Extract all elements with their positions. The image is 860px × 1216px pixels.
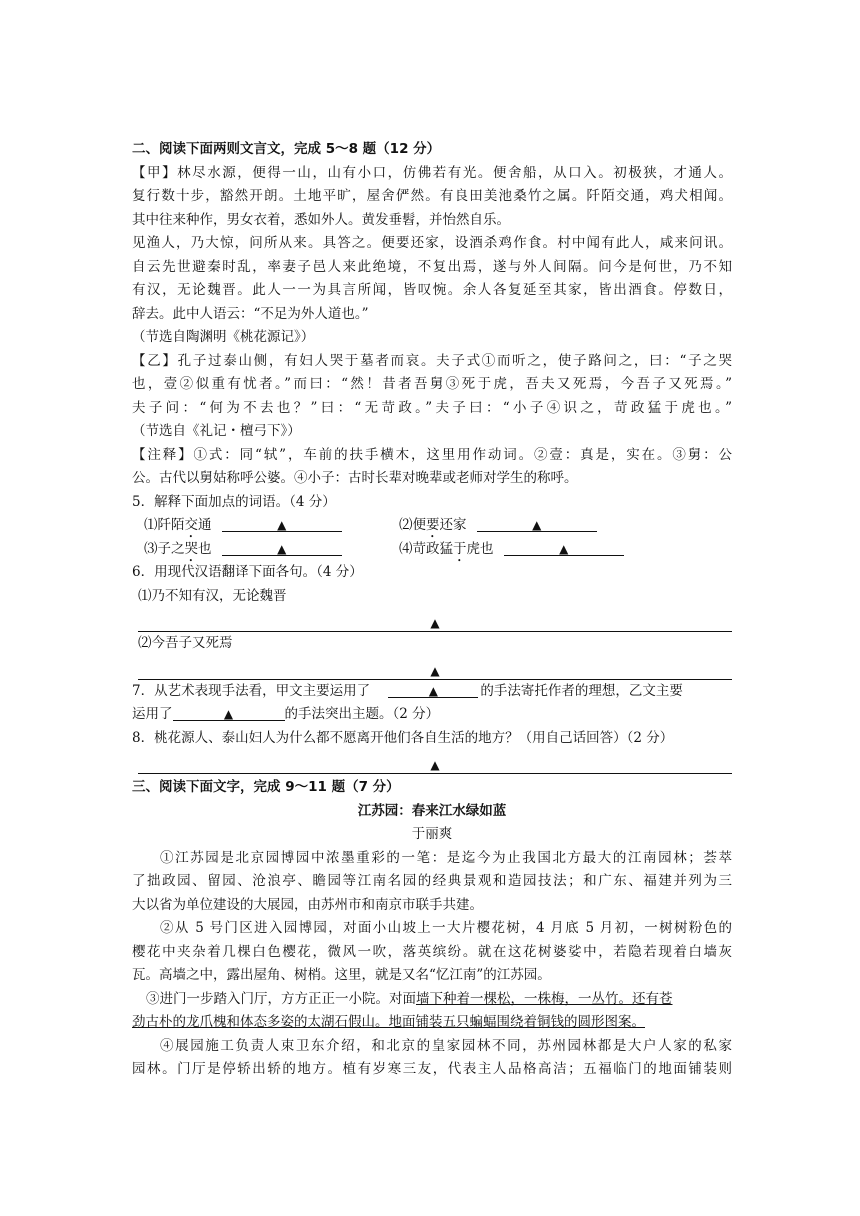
answer-line[interactable] bbox=[138, 656, 732, 680]
triangle-marker-icon: ▲ bbox=[223, 707, 234, 721]
text-line: ③进门一步踏入门厅，方方正正一小院。对面墙下种着一棵松，一株梅，一丛竹。还有苍 bbox=[146, 990, 673, 1007]
text-line: 夫子问：“何为不去也？”曰：“无苛政。”夫子曰：“小子④识之，苛政猛于虎也。” bbox=[132, 399, 732, 416]
annotations bbox=[132, 444, 732, 491]
answer-line[interactable] bbox=[138, 750, 732, 774]
answer-blank[interactable] bbox=[388, 683, 478, 698]
triangle-marker-icon: ▲ bbox=[559, 541, 569, 556]
question-stem: 6．用现代汉语翻译下面各句。（4 分） bbox=[132, 564, 363, 580]
text-line bbox=[132, 1011, 732, 1035]
answer-blank[interactable] bbox=[222, 517, 342, 532]
annotation-line: 【注释】①式：同“轼”，车前的扶手横木，这里用作动词。②壹：真是，实在。③舅：公 bbox=[132, 446, 732, 463]
triangle-marker-icon: ▲ bbox=[430, 663, 440, 678]
q5-item: ⑷苛政猛于虎也 ▲ bbox=[399, 538, 654, 562]
q7-line-1: 7．从艺术表现手法看，甲文主要运用了 ▲ 的手法寄托作者的理想，乙文主要 bbox=[132, 682, 683, 699]
answer-blank[interactable] bbox=[222, 541, 342, 556]
paragraph-4 bbox=[132, 1035, 732, 1082]
q5-row bbox=[132, 514, 732, 538]
text-line: 樱花中夹杂着几棵白色樱花，微风一吹，落英缤纷。就在这花树婆娑中，若隐若现着白墙灰 bbox=[132, 943, 732, 960]
text-line: 见渔人，乃大惊，问所从来。具答之。便要还家，设酒杀鸡作食。村中闻有此人，咸来问讯。 bbox=[132, 235, 732, 251]
exam-page bbox=[132, 138, 732, 1082]
annotation-line: 公。古代以舅姑称呼公婆。④小子：古时长辈对晚辈或老师对学生的称呼。 bbox=[132, 470, 578, 486]
text-line: 【乙】孔子过泰山侧，有妇人哭于墓者而哀。夫子式①而听之，使子路问之，曰：“子之哭 bbox=[132, 352, 732, 369]
paragraph-2 bbox=[132, 917, 732, 988]
text-line: 了拙政园、留园、沧浪亭、瞻园等江南名园的经典景观和造园技法；和广东、福建并列为三 bbox=[132, 873, 732, 889]
triangle-marker-icon: ▲ bbox=[277, 518, 287, 532]
source-note: （节选自陶渊明《桃花源记》） bbox=[132, 329, 315, 345]
answer-blank[interactable] bbox=[477, 517, 597, 532]
text-line: 【甲】林尽水源，便得一山，山有小口，仿佛若有光。便舍船，从口入。初极狭，才通人。 bbox=[132, 164, 732, 181]
text-line: ④展园施工负责人束卫东介绍，和北京的皇家园林不同，苏州园林都是大户人家的私家 bbox=[160, 1037, 732, 1054]
triangle-marker-icon: ▲ bbox=[430, 758, 440, 772]
triangle-marker-icon: ▲ bbox=[532, 518, 542, 532]
question-6 bbox=[132, 561, 732, 680]
answer-blank[interactable] bbox=[504, 541, 624, 556]
question-8 bbox=[132, 727, 732, 775]
text-line: 有汉，无论魏晋。此人一一为具言所闻，皆叹惋。余人各复延至其家，皆出酒食。停数日， bbox=[132, 282, 732, 298]
triangle-marker-icon: ▲ bbox=[277, 541, 287, 556]
q5-item: ⑵便要还家 ▲ bbox=[399, 514, 654, 538]
article-title: 江苏园：春来江水绿如蓝 bbox=[357, 802, 507, 819]
q6-sentence-2: ⑵今吾子又死焉 bbox=[138, 635, 233, 651]
text-line: 也，壹②似重有忧者。”而曰：“然！昔者吾舅③死于虎，吾夫又死焉，今吾子又死焉。” bbox=[132, 376, 732, 392]
passage-yi bbox=[132, 350, 732, 444]
underlined-text: 劲古朴的龙爪槐和体态多姿的太湖石假山。地面铺装五只蝙蝠围绕着铜钱的圆形图案。 bbox=[132, 1014, 645, 1030]
q7-line-2: 运用了 ▲ 的手法突出主题。（2 分） bbox=[132, 706, 440, 722]
question-5 bbox=[132, 491, 732, 562]
source-note: （节选自《礼记・檀弓下》） bbox=[132, 423, 301, 439]
text-line: 瓦。高墙之中，露出屋角、树梢。这里，就是又名“忆江南”的江苏园。 bbox=[132, 967, 551, 983]
section-2-title: 二、阅读下面两则文言文，完成 5～8 题（12 分） bbox=[132, 141, 441, 157]
question-stem: 8．桃花源人、泰山妇人为什么都不愿离开他们各自生活的地方？（用自己话回答）（2 分） bbox=[132, 729, 674, 746]
passage-jia bbox=[132, 162, 732, 350]
answer-line[interactable] bbox=[138, 608, 732, 632]
text-line: 辞去。此中人语云：“不足为外人道也。” bbox=[132, 305, 369, 322]
text-line: 其中往来种作，男女衣着，悉如外人。黄发垂髫，并怡然自乐。 bbox=[132, 211, 510, 228]
q5-row bbox=[132, 538, 732, 562]
q5-item: ⑴阡陌交通 ▲ bbox=[144, 514, 399, 538]
paragraph-1 bbox=[132, 847, 732, 918]
paragraph-3 bbox=[132, 988, 732, 1035]
article-author: 于丽爽 bbox=[411, 826, 453, 842]
text-line: 复行数十步，豁然开朗。土地平旷，屋舍俨然。有良田美池桑竹之属。阡陌交通，鸡犬相闻。 bbox=[132, 188, 732, 204]
q6-sentence-1: ⑴乃不知有汉，无论魏晋 bbox=[138, 587, 287, 604]
answer-blank[interactable] bbox=[173, 706, 285, 721]
text-line: ①江苏园是北京园博园中浓墨重彩的一笔：是迄今为止我国北方最大的江南园林；荟萃 bbox=[160, 849, 732, 866]
text-line: ②从 5 号门区进入园博园，对面小山坡上一大片樱花树，4 月底 5 月初，一树树粉色的 bbox=[160, 920, 732, 936]
question-7 bbox=[132, 680, 732, 727]
question-stem: 5．解释下面加点的词语。（4 分） bbox=[132, 493, 336, 510]
text-line: 大以省为单位建设的大展园，由苏州市和南京市联手共建。 bbox=[132, 896, 483, 913]
q5-item: ⑶子之哭也 ▲ bbox=[144, 538, 399, 562]
triangle-marker-icon: ▲ bbox=[428, 683, 439, 698]
section-3-title: 三、阅读下面文字，完成 9～11 题（7 分） bbox=[132, 779, 400, 795]
text-line: 园林。门厅是停轿出轿的地方。植有岁寒三友，代表主人品格高洁；五福临门的地面铺装则 bbox=[132, 1061, 732, 1077]
text-line: 自云先世避秦时乱，率妻子邑人来此绝境，不复出焉，遂与外人间隔。问今是何世，乃不知 bbox=[132, 258, 732, 275]
triangle-marker-icon: ▲ bbox=[430, 616, 440, 630]
underlined-text: 墙下种着一棵松，一株梅，一丛竹。还有苍 bbox=[416, 990, 673, 1007]
